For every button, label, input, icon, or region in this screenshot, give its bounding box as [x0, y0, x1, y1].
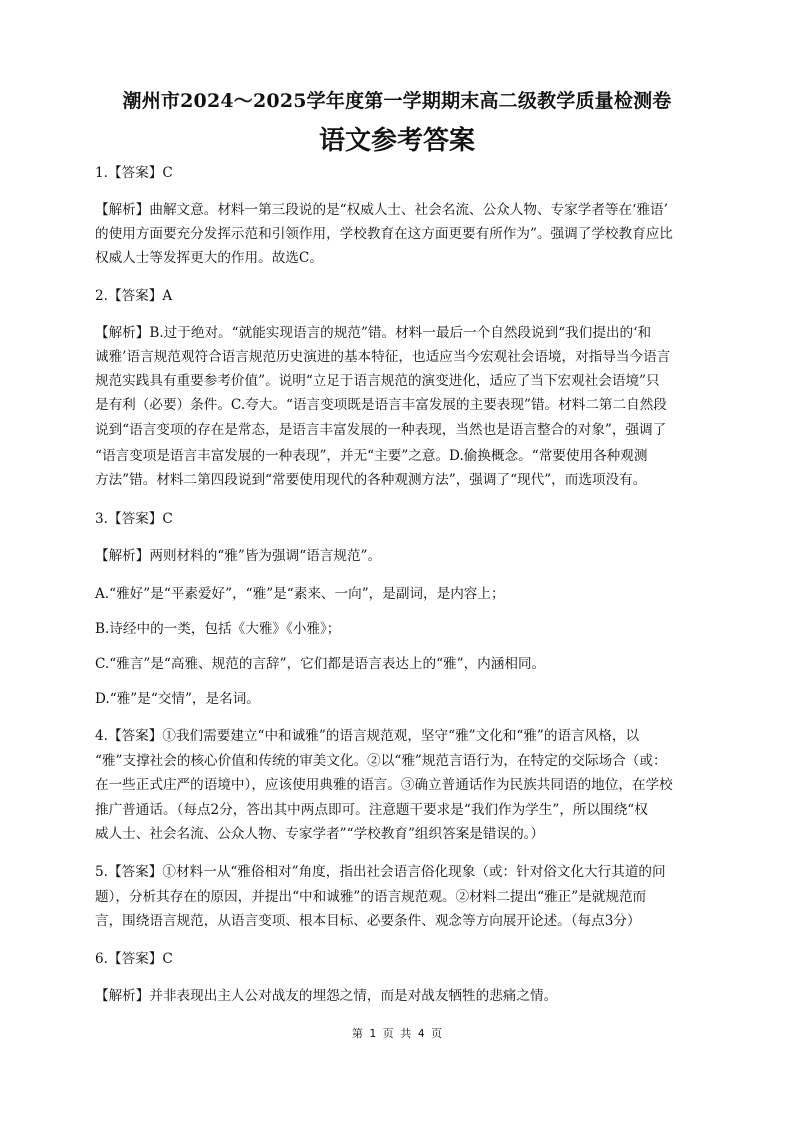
q1-analysis-line: 的使用方面要充分发挥示范和引领作用，学校教育在这方面更要有所作为”。强调了学校教育应比	[95, 226, 673, 242]
page-number: 第 1 页 共 4 页	[351, 1027, 443, 1040]
q2-analysis-line: 规范实践具有重要参考价值”。说明“立足于语言规范的演变进化，适应了当下宏观社会语境”只	[95, 373, 660, 389]
q4-answer-line: 推广普通话。（每点2分，答出其中两点即可。注意题干要求是“我们作为学生”，所以围绕“权	[95, 802, 648, 818]
q3-answer: 3.【答案】C	[95, 511, 173, 527]
q6-answer: 6.【答案】C	[95, 951, 173, 967]
q3-option-a: A.“雅好”是“平素爱好”，“雅”是“素来、一向”，是副词，是内容上；	[95, 586, 505, 602]
answer-key-title: 语文参考答案	[318, 126, 475, 156]
q4-answer-line: 在一些正式庄严的语境中），应该使用典雅的语言。③确立普通话作为民族共同语的地位，在学校	[95, 777, 673, 793]
q1-analysis-line: 【解析】曲解文意。材料一第三段说的是“权威人士、社会名流、公众人物、专家学者等在‘雅语’	[95, 202, 668, 218]
q3-option-d: D.“雅”是“交情”，是名词。	[95, 691, 260, 707]
q3-option-b: B.诗经中的一类，包括《大雅》《小雅》；	[95, 621, 341, 637]
q2-analysis-line: 【解析】B.过于绝对。“就能实现语言的规范”错。材料一最后一个自然段说到“我们提出的‘和	[95, 325, 652, 341]
q2-analysis-line: 方法”错。材料二第四段说到“常要使用现代的各种观测方法”，强调了“现代”，而选项没有。	[95, 472, 647, 488]
q5-answer-line: 言，围绕语言规范，从语言变项、根本目标、必要条件、观念等方向展开论述。（每点3分）	[95, 913, 641, 929]
q5-answer-line: 题），分析其存在的原因，并提出“中和诚雅”的语言规范观。②材料二提出“雅正”是就规范而	[95, 889, 647, 905]
q3-option-c: C.“雅言”是“高雅、规范的言辞”，它们都是语言表达上的“雅”，内涵相同。	[95, 656, 546, 672]
q2-analysis-line: 诚雅’语言规范观符合语言规范历史演进的基本特征，也适应当今宏观社会语境，对指导当今语言	[95, 349, 671, 365]
q6-analysis-line: 【解析】并非表现出主人公对战友的埋怨之情，而是对战友牺牲的悲痛之情。	[95, 988, 558, 1004]
q5-answer-line: 5.【答案】①材料一从“雅俗相对”角度，指出社会语言俗化现象（或：针对俗文化大行其道的问	[95, 864, 666, 880]
q4-answer-line: 威人士、社会名流、公众人物、专家学者”“学校教育”组织答案是错误的。）	[95, 826, 545, 842]
exam-title: 潮州市2024～2025学年度第一学期期末高二级教学质量检测卷	[122, 90, 672, 112]
q2-analysis-line: “语言变项是语言丰富发展的一种表现”，并无“主要”之意。D.偷换概念。“常要使用各种观测	[95, 448, 648, 464]
q2-analysis-line: 说到“语言变项的存在是常态，是语言丰富发展的一种表现，当然也是语言整合的对象”，强调了	[95, 422, 667, 438]
q2-analysis-line: 是有利（必要）条件。C.夸大。“语言变项既是语言丰富发展的主要表现”错。材料二第二自然段	[95, 397, 667, 413]
q3-analysis-line: 【解析】两则材料的“雅”皆为强调“语言规范”。	[95, 548, 382, 564]
q4-answer-line: “雅”支撑社会的核心价值和传统的审美文化。②以“雅”规范言语行为，在特定的交际场合（或：	[95, 753, 667, 769]
q1-analysis-line: 权威人士等发挥更大的作用。故选C。	[95, 250, 323, 266]
q1-answer: 1.【答案】C	[95, 165, 173, 181]
q4-answer-line: 4.【答案】①我们需要建立“中和诚雅”的语言规范观，坚守“雅”文化和“雅”的语言风格，以	[95, 728, 640, 744]
q2-answer: 2.【答案】A	[95, 288, 173, 304]
